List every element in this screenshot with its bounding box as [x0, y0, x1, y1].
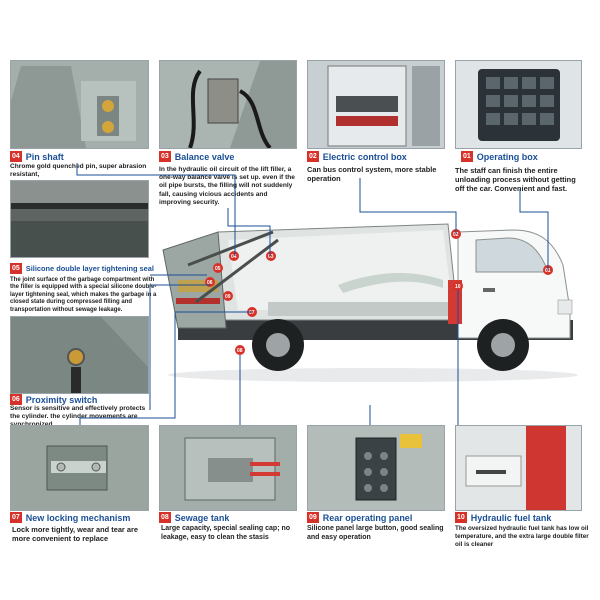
feature-title: Rear operating panel [322, 512, 413, 523]
feature-label-07 [10, 511, 130, 524]
feature-desc-05: The joint surface of the garbage compartment with the filler is equipped with a special silicone double-layer tightening seal, which makes the garbage in a closed state during compressed filling and transportation without sewage leakage. [10, 277, 157, 313]
svg-text:10: 10 [455, 284, 461, 290]
feature-number: 02 [309, 153, 317, 160]
feature-number: 03 [161, 153, 169, 160]
balance-valve-photo [159, 60, 297, 149]
pin-shaft-photo [10, 60, 149, 149]
feature-title: Operating box [476, 151, 538, 162]
svg-text:06: 06 [207, 280, 213, 286]
feature-label-10 [455, 511, 551, 524]
svg-text:07: 07 [249, 310, 255, 316]
feature-label-09 [307, 511, 412, 524]
locking-mechanism-photo [10, 425, 149, 511]
electric-control-box-photo [307, 60, 445, 149]
feature-title: Sewage tank [174, 512, 230, 523]
feature-number: 09 [309, 514, 317, 521]
svg-text:04: 04 [231, 254, 237, 260]
rear-operating-panel-photo [307, 425, 445, 511]
feature-label-02 [307, 150, 407, 163]
hydraulic-fuel-tank-photo [455, 425, 582, 511]
feature-title: New locking mechanism [25, 512, 131, 523]
svg-text:03: 03 [268, 254, 274, 260]
feature-desc-03: In the hydraulic oil circuit of the lift filler, a one-way balance valve is set up. even if the oil pipe bursts, the filling will not suddenly fall, causing vicious accidents and improving security. [159, 166, 295, 206]
silicone-seal-photo [10, 180, 149, 258]
svg-text:02: 02 [453, 232, 459, 238]
garbage-compactor-truck-icon [158, 210, 580, 420]
feature-desc-07: Lock more tightly, wear and tear are more convenient to replace [12, 525, 138, 543]
feature-label-04 [10, 150, 64, 163]
feature-title: Electric control box [322, 151, 407, 162]
feature-title: Pin shaft [25, 151, 64, 162]
feature-number: 07 [12, 514, 20, 521]
feature-desc-06: Sensor is sensitive and effectively protects the cylinder. the cylinder movements are [10, 405, 146, 421]
svg-text:05: 05 [215, 266, 221, 272]
feature-title: Hydraulic fuel tank [470, 512, 552, 523]
svg-text:09: 09 [225, 294, 231, 300]
operating-box-photo [455, 60, 582, 149]
feature-title: Balance valve [174, 151, 235, 162]
feature-desc-02: Can bus control system, more stable operation [307, 165, 437, 183]
feature-label-05 [10, 262, 154, 275]
feature-title: Silicone double layer tightening seal [25, 264, 154, 273]
feature-number: 06 [12, 396, 20, 403]
svg-text:08: 08 [237, 348, 243, 354]
feature-desc-09: Silicone panel large button, good sealing and easy operation [307, 525, 444, 541]
feature-number: 10 [457, 514, 465, 521]
feature-desc-04: Chrome gold quenched pin, super abrasion resistant, [10, 163, 147, 179]
feature-title: Proximity switch [25, 394, 98, 405]
svg-text:01: 01 [545, 268, 551, 274]
feature-number: 04 [12, 153, 20, 160]
sewage-tank-photo [159, 425, 297, 511]
feature-desc-01: The staff can finish the entire unloading process without getting off the car. Convenient and fast. [455, 166, 576, 193]
feature-number: 08 [161, 514, 169, 521]
feature-number: 01 [463, 153, 471, 160]
feature-label-08 [159, 511, 229, 524]
feature-label-03 [159, 150, 234, 163]
feature-number: 05 [12, 265, 20, 272]
feature-label-01 [461, 150, 538, 163]
feature-desc-10: The oversized hydraulic fuel tank has low oil temperature, and the extra large double filter oil is cleaner [455, 525, 589, 548]
feature-desc-08: Large capacity, special sealing cap; no leakage, easy to clean the stasis [161, 525, 291, 541]
proximity-switch-photo [10, 316, 149, 394]
